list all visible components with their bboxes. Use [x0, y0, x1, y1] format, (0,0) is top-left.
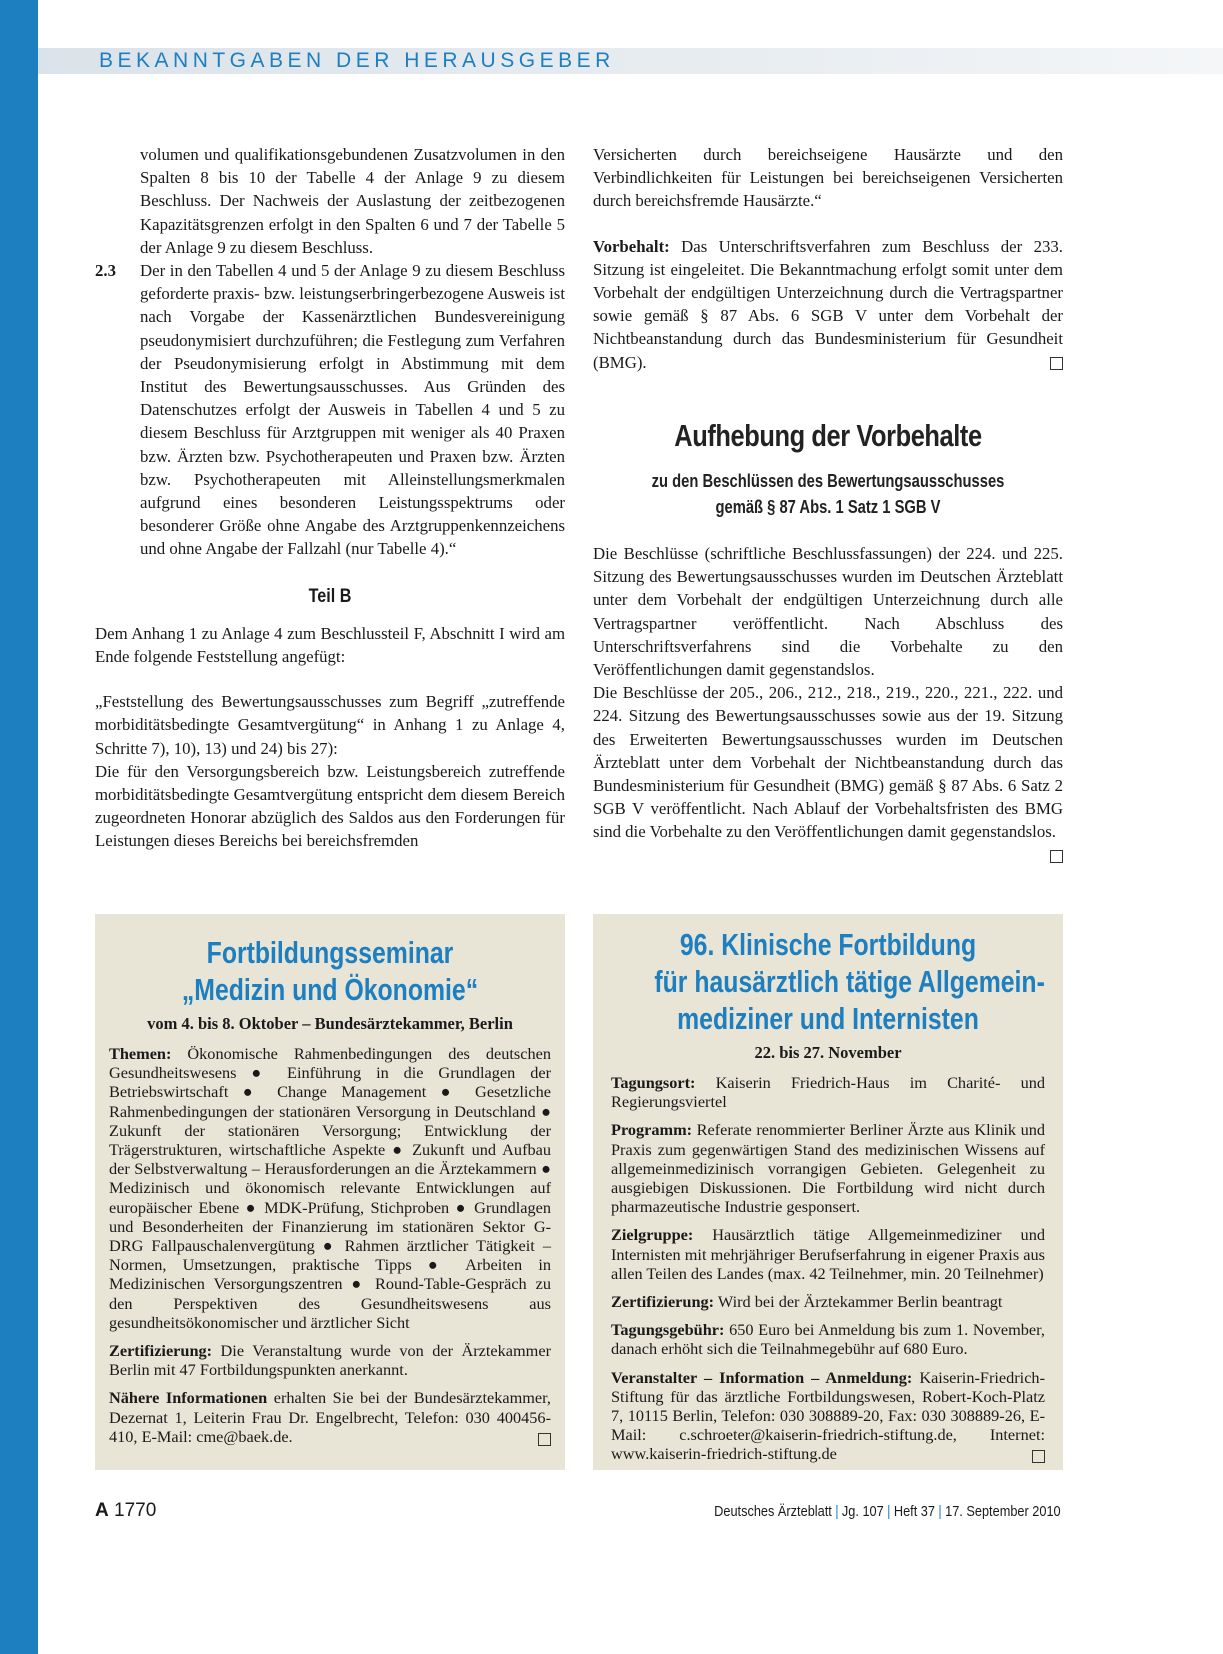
teil-b-intro: Dem Anhang 1 zu Anlage 4 zum Beschlussteil F, Abschnitt I wird am Ende folgende Feststellung angefügt:	[95, 623, 565, 667]
item-text: Der in den Tabellen 4 und 5 der Anlage 9 zu diesem Beschluss geforderte praxis- bzw. leistungserbringerbezogene Ausweis ist nach Vorgabe der Kassenärztlichen Bundesvereinigung pseudonymisiert durchzuführen; die Festlegung zum Verfahren der Pseudonymisierung erfolgt in Abstimmung mit dem Institut des Bewertungsausschusses. Aus Gründen des Datenschutzes erfolgt der Ausweis in Tabellen 4 und 5 zu diesem Beschluss für Arztgruppen mit weniger als 40 Praxen bzw. Ärzten bzw. Psychotherapeuten und Praxen bzw. Ärzten bzw. Psychotherapeuten mit Alleinstellungsmerkmalen aufgrund eines besonderen Leistungsspektrums oder besonderer Größe ohne Angabe des Arztgruppenkennzeichens und ohne Angabe der Fallzahl (nur Tabelle 4).“	[140, 261, 565, 559]
fortbildung-subtitle: 22. bis 27. November	[754, 1043, 902, 1062]
article-paragraph-1: Die Beschlüsse (schriftliche Beschlussfassungen) der 224. und 225. Sitzung des Bewertungsausschusses wurden im Deutschen Ärzteblatt unter dem Vorbehalt der endgültigen Unterzeichnung durch alle Vertragspartner veröffentlicht. Nach Abschluss des Unterschriftsverfahrens sind die Vorbehalte zu den Veröffentlichungen damit gegenstandslos.	[593, 544, 1063, 680]
article-subtitle-1: zu den Beschlüssen des Bewertungsausschusses	[651, 471, 1005, 491]
fortbildung-title-1: 96. Klinische Fortbildung	[679, 927, 977, 962]
seminar-themen: Themen: Ökonomische Rahmenbedingungen des deutschen Gesundheitswesens ● Einführung in die Grundlagen der Betriebswirtschaft ● Change Management ● Gesetzliche Rahmenbedingungen der stationären Versorgung in Deutschland ● Zukunft der stationären Versorgung; Entwicklung der Trägerstrukturen, wirtschaftliche Aspekte ● Zukunft und Aufbau der Selbstverwaltung – Herausforderungen an die Ärztekammern ● Medizinisch und ökonomisch relevante Entwicklungen auf europäischer Ebene ● MDK-Prüfung, Stichproben ● Grundlagen und Besonderheiten der Finanzierung im stationären Sektor G-DRG Fallpauschalenvergütung ● Rahmen ärztlicher Tätigkeit – Normen, Umsetzungen, praktische Tipps ● Arbeiten in Medizinischen Versorgungszentren ● Round-Table-Gespräch zu den Perspektiven des Gesundheitswesens aus gesundheitsökonomischer und ärztlicher Sicht	[109, 1044, 551, 1332]
fortbildung-ort: Tagungsort: Kaiserin Friedrich-Haus im Charité- und Regierungsviertel	[611, 1073, 1046, 1112]
seminar-info: Nähere Informationen erhalten Sie bei der Bundesärztekammer, Dezernat 1, Leiterin Frau Dr. Engelbrecht, Telefon: 030 400456-410, E-Mail: cme@baek.de.	[109, 1388, 551, 1446]
fortbildung-title-3: mediziner und Internisten	[677, 1001, 979, 1036]
article-paragraph-2: Die Beschlüsse der 205., 206., 212., 218., 219., 220., 221., 222. und 224. Sitzung des Bewertungsausschusses sowie aus der 19. Sitzung des Erweiterten Bewertungsausschusses wurden im Deutschen Ärzteblatt unter dem Vorbehalt der Nichtbeanstandung durch das Bundesministerium für Gesundheit (BMG) gemäß § 87 Abs. 6 Satz 2 SGB V veröffentlicht. Nach Ablauf der Vorbehaltsfristen des BMG sind die Vorbehalte zu den Veröffentlichungen damit gegenstandslos.	[593, 681, 1063, 843]
seminar-zertifizierung: Zertifizierung: Die Veranstaltung wurde von der Ärztekammer Berlin mit 47 Fortbildungspunkten anerkannt.	[109, 1341, 551, 1380]
teil-b-quote-1: „Feststellung des Bewertungsausschusses zum Begriff „zutreffende morbiditätsbedingte Gesamtvergütung“ in Anhang 1 zu Anlage 4, Schritte 7), 10), 13) und 24) bis 27):	[95, 692, 565, 758]
right-column-top	[593, 143, 1063, 374]
teil-b-quote-2: Die für den Versorgungsbereich bzw. Leistungsbereich zutreffende morbiditätsbedingte Gesamtvergütung entspricht dem diesem Bereich zugeordneten Honorar abzüglich des Saldos aus den Forderungen für Leistungen dieses Bereichs bei bereichsfremden	[95, 761, 565, 851]
left-column	[95, 143, 565, 853]
fortbildung-zielgruppe: Zielgruppe: Hausärztlich tätige Allgemeinmediziner und Internisten mit mehrjähriger Berufserfahrung in eigener Praxis aus allen Teilen des Landes (max. 42 Teilnehmer, min. 20 Teilnehmer)	[611, 1225, 1045, 1283]
end-of-article-icon	[1050, 357, 1063, 370]
page-edge-bar	[0, 0, 38, 1654]
fortbildung-zertifizierung: Zertifizierung: Wird bei der Ärztekammer Berlin beantragt	[611, 1292, 1003, 1312]
teil-b-heading: Teil B	[308, 585, 352, 607]
fortbildung-veranstalter: Veranstalter – Information – Anmeldung: Kaiserin-Friedrich-Stiftung für das ärztliche Fortbildungswesen, Robert-Koch-Platz 7, 10115 Berlin, Telefon: 030 308889-20, Fax: 030 308889-26, E-Mail: c.schroeter@kaiserin-friedrich-stiftung.de, Internet: www.kaiserin-friedrich-stiftung.de	[611, 1367, 1045, 1464]
continuation-paragraph: volumen und qualifikationsgebundenen Zusatzvolumen in den Spalten 8 bis 10 der Tabelle 4 der Anlage 9 zu diesem Beschluss. Der Nachweis der Auslastung der zeitbezogenen Kapazitätsgrenzen erfolgt in den Spalten 6 und 7 der Tabelle 5 der Anlage 9 zu diesem Beschluss.	[140, 145, 565, 257]
seminar-title-1: Fortbildungsseminar	[206, 935, 454, 970]
section-header: BEKANNTGABEN DER HERAUSGEBER	[99, 49, 615, 72]
seminar-subtitle: vom 4. bis 8. Oktober – Bundesärztekammer, Berlin	[147, 1014, 513, 1033]
right-continuation: Versicherten durch bereichseigene Hausärzte und den Verbindlichkeiten für Leistungen bei bereichseigenen Versicherten durch bereichsfremde Hausärzte.“	[593, 145, 1063, 211]
journal-volume: Jg. 107	[842, 1503, 885, 1520]
journal-issue: Heft 37	[894, 1503, 936, 1520]
right-column-article	[593, 542, 1063, 863]
journal-date: 17. September 2010	[945, 1503, 1061, 1520]
vorbehalt-text: Das Unterschriftsverfahren zum Beschluss der 233. Sitzung ist eingeleitet. Die Bekanntmachung erfolgt somit unter dem Vorbehalt der endgültigen Unterzeichnung durch die Vertragspartner sowie gemäß § 87 Abs. 6 SGB V unter dem Vorbehalt der Nichtbeanstandung durch das Bundesministerium für Gesundheit (BMG).	[593, 236, 1063, 372]
journal-name: Deutsches Ärzteblatt	[714, 1503, 833, 1520]
end-of-article-icon	[1050, 850, 1063, 863]
seminar-box	[95, 914, 565, 1470]
page-number: A 1770	[95, 1500, 157, 1521]
journal-footer: Deutsches Ärzteblatt | Jg. 107 | Heft 37 | 17. September 2010	[714, 1503, 1061, 1520]
end-of-article-icon	[538, 1433, 551, 1446]
vorbehalt-paragraph	[593, 235, 1063, 374]
fortbildung-gebuehr: Tagungsgebühr: 650 Euro bei Anmeldung bis zum 1. November, danach erhöht sich die Teilnahmegebühr auf 680 Euro.	[611, 1320, 1045, 1359]
fortbildung-box	[593, 914, 1063, 1470]
fortbildung-title-2: für hausärztlich tätige Allgemein-	[654, 964, 1045, 999]
seminar-title-2: „Medizin und Ökonomie“	[181, 972, 479, 1007]
article-subtitle-2: gemäß § 87 Abs. 1 Satz 1 SGB V	[715, 497, 941, 517]
end-of-article-icon	[1032, 1450, 1045, 1463]
vorbehalt-label: Vorbehalt:	[593, 236, 670, 256]
fortbildung-programm: Programm: Referate renommierter Berliner Ärzte aus Klinik und Praxis zum gegenwärtigen Stand des medizinischen Wissens auf allgemeinmedizinisch vorrangigen Gebieten. Gelegenheit zu ausgiebigen Diskussionen. Die Fortbildung wird nicht durch pharmazeutische Industrie gesponsert.	[611, 1120, 1046, 1217]
item-number: 2.3	[95, 261, 116, 281]
article-title: Aufhebung der Vorbehalte	[674, 418, 982, 453]
numbered-item	[95, 259, 565, 561]
